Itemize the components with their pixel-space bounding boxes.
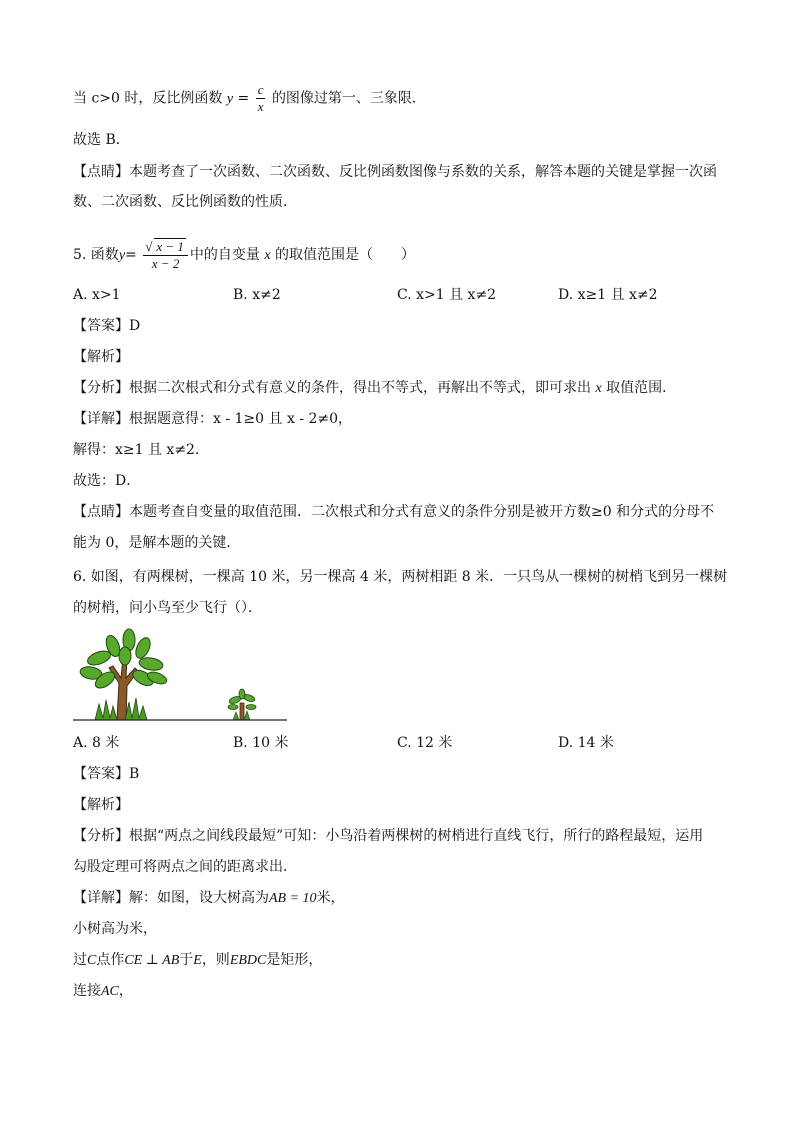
tag-fenxi: 【分析】	[73, 380, 129, 396]
math-equals: =	[237, 90, 250, 107]
answer-6: 【答案】B	[73, 766, 140, 782]
text-segment: 中的自变量	[189, 247, 260, 263]
option-5a: A. x>1	[73, 287, 121, 303]
math-ab-equals: AB = 10	[269, 891, 317, 906]
line-solve-5: 解得：x≥1 且 x≠2．	[73, 442, 209, 458]
option-6a: A. 8 米	[73, 735, 120, 751]
text-segment: 的取值范围是（ ）	[275, 247, 416, 263]
fraction-sqrt-over-x-minus-2	[143, 238, 188, 272]
fraction-numerator	[143, 238, 188, 256]
question-6-cont: 的树梢，问小鸟至少飞行（）．	[73, 600, 262, 616]
question-6: 6. 如图，有两棵树，一棵高 10 米，另一棵高 4 米，两树相距 8 米．一只鸟从一棵树的树梢飞到另一棵树	[73, 569, 728, 585]
math-var-x: x	[264, 248, 271, 263]
line-choose-b: 故选 B．	[73, 132, 130, 148]
tag-dianjing: 【点睛】	[73, 504, 129, 520]
question-5	[73, 238, 415, 272]
math-point-e: E	[193, 953, 202, 968]
line-remark-q4-cont: 数、二次函数、反比例函数的性质．	[73, 194, 297, 210]
text-segment: 本题考查了一次函数、二次函数、反比例函数图像与系数的关系，解答本题的关键是掌握一次函	[129, 164, 717, 180]
option-6c: C. 12 米	[397, 735, 453, 751]
option-5c: C. x>1 且 x≠2	[397, 287, 497, 303]
option-6b: B. 10 米	[233, 735, 289, 751]
tag-dianjing: 【点睛】	[73, 164, 129, 180]
line-analysis-6-cont: 勾股定理可将两点之间的距离求出．	[73, 859, 297, 875]
math-var-y: y	[118, 248, 126, 263]
text-segment: 的图像过第一、三象限．	[271, 90, 426, 107]
radical-sign: √	[145, 239, 153, 254]
text-segment: 取值范围．	[606, 380, 677, 396]
line-remark-5-cont: 能为 0，是解本题的关键．	[73, 535, 241, 551]
fraction-denominator: x − 2	[151, 256, 180, 271]
fraction-numerator: c	[257, 82, 264, 97]
text-segment: ，	[118, 983, 133, 999]
line-analysis-6	[73, 826, 703, 846]
math-var-y: y	[226, 91, 234, 107]
math-ebdc: EBDC	[229, 953, 267, 968]
radicand: x − 1	[156, 239, 184, 254]
tag-xiangjie: 【详解】	[73, 890, 129, 906]
line-detail-6	[73, 888, 345, 909]
fraction-denominator: x	[257, 99, 264, 114]
option-6d: D. 14 米	[558, 735, 614, 751]
text-segment: 连接	[73, 983, 101, 999]
line-detail-5	[73, 409, 352, 429]
math-point-c: C	[87, 953, 97, 968]
line-small-tree: 小树高为米，	[73, 921, 157, 937]
text-segment: 根据二次根式和分式有意义的条件，得出不等式，再解出不等式，即可求出	[129, 380, 591, 396]
line-inverse-function	[73, 82, 426, 115]
line-perpendicular	[73, 950, 322, 971]
two-trees-illustration	[73, 628, 289, 723]
text-segment: 过	[73, 952, 87, 968]
option-5b: B. x≠2	[233, 287, 281, 303]
text-segment: 本题考查自变量的取值范围．二次根式和分式有意义的条件分别是被开方数≥0 和分式的分母不	[129, 504, 715, 520]
text-segment: ，则	[201, 952, 230, 968]
text-segment: 解：如图，设大树高为	[129, 890, 269, 906]
math-ce-perp-ab: CE ⊥ AB	[124, 953, 180, 968]
line-connect-ac	[73, 981, 133, 1002]
option-5d: D. x≥1 且 x≠2	[558, 287, 658, 303]
text-segment: 点作	[96, 952, 125, 968]
tag-fenxi: 【分析】	[73, 828, 129, 844]
text-segment: 米，	[316, 890, 345, 906]
analysis-heading-5: 【解析】	[73, 349, 129, 365]
answer-5: 【答案】D	[73, 318, 141, 334]
math-ac: AC	[101, 984, 119, 999]
small-tree-trunk	[240, 703, 244, 720]
fraction-c-over-x	[256, 82, 266, 115]
line-remark-5	[73, 502, 714, 522]
text-segment: 是矩形，	[266, 952, 323, 968]
line-remark-q4	[73, 162, 717, 182]
text-segment: 根据“两点之间线段最短”可知：小鸟沿着两棵树的树梢进行直线飞行，所行的路程最短，运用	[129, 828, 704, 844]
text-segment: 当 c>0 时，反比例函数	[73, 90, 223, 107]
math-var-x: x	[595, 381, 602, 396]
analysis-heading-6: 【解析】	[73, 797, 129, 813]
tag-xiangjie: 【详解】	[73, 411, 129, 427]
math-equals: =	[125, 247, 137, 263]
text-segment: 根据题意得：x - 1≥0 且 x - 2≠0，	[129, 411, 353, 427]
text-segment: 5. 函数	[73, 247, 119, 263]
text-segment: 于	[179, 952, 194, 968]
line-analysis-5	[73, 378, 676, 399]
line-choose-5: 故选：D．	[73, 473, 141, 489]
